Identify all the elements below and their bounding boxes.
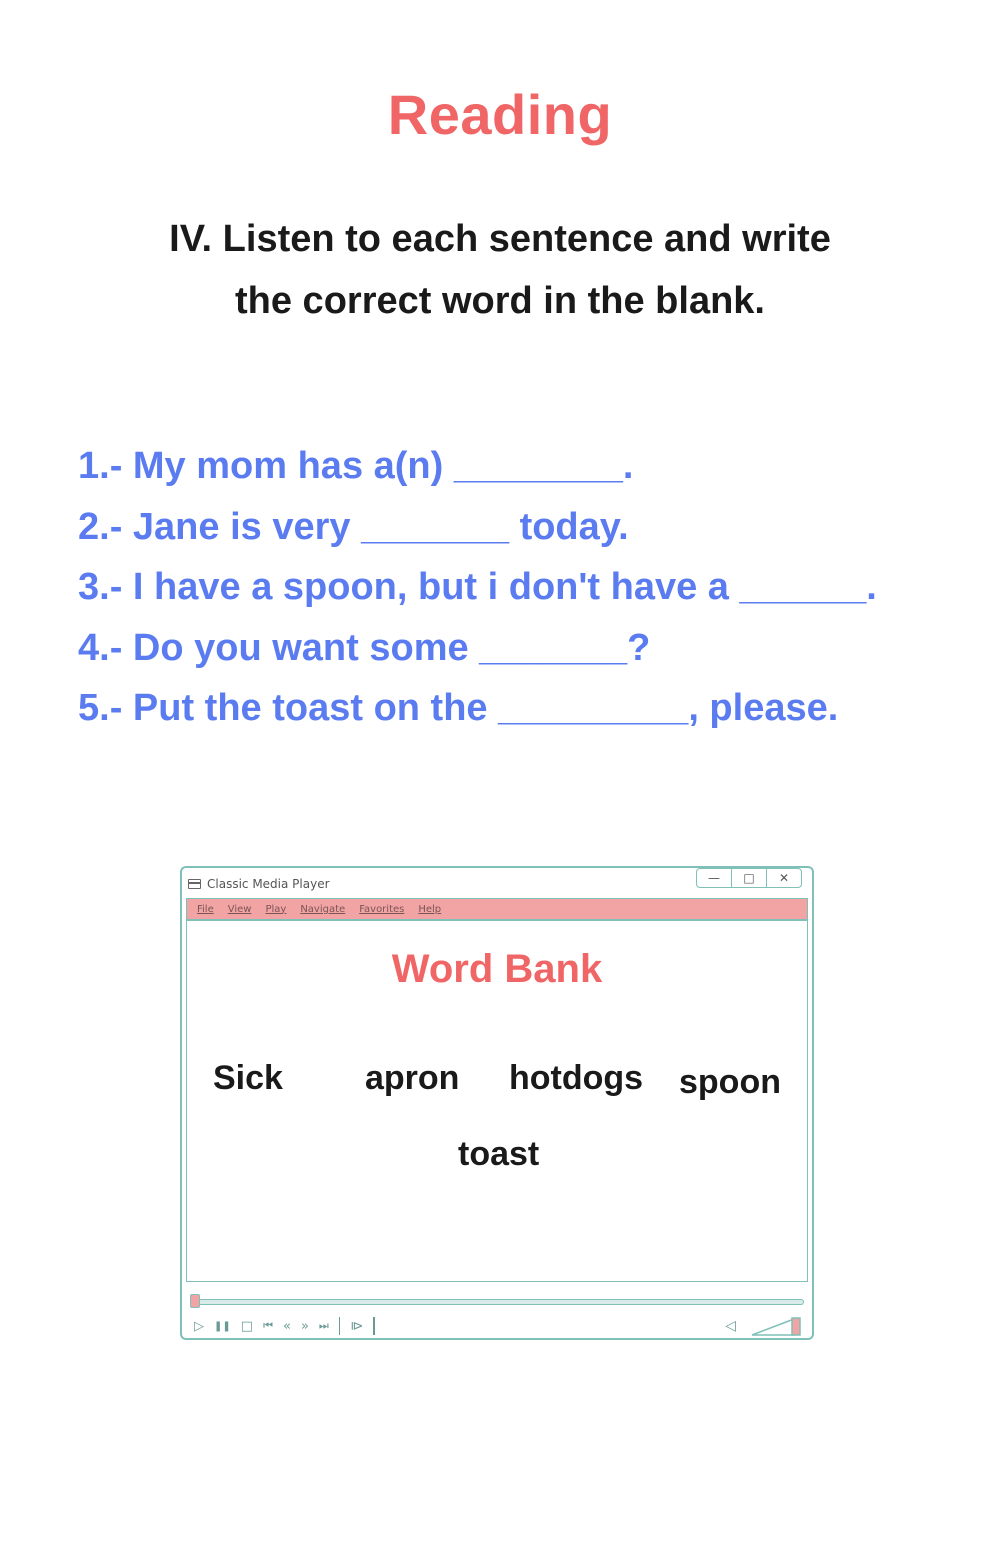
volume-slider[interactable] xyxy=(750,1315,802,1337)
menu-favorites[interactable]: Favorites xyxy=(359,903,405,915)
sentence-4: 4.- Do you want some _______? xyxy=(78,626,651,669)
skip-forward-icon[interactable]: ⏭ xyxy=(318,1319,329,1332)
step-icon[interactable]: ⧐ xyxy=(350,1318,364,1334)
word-toast: toast xyxy=(458,1135,540,1173)
play-icon[interactable]: ▷ xyxy=(194,1318,204,1334)
seek-bar[interactable] xyxy=(192,1299,804,1305)
sentence-3: 3.- I have a spoon, but i don't have a ______. xyxy=(78,566,877,608)
skip-back-icon[interactable]: ⏮ xyxy=(263,1319,273,1332)
controls-divider-2 xyxy=(373,1317,375,1335)
media-player-window xyxy=(180,866,814,1340)
sentence-5: 5.- Put the toast on the _________, please. xyxy=(78,687,839,729)
maximize-button[interactable]: □ xyxy=(731,869,766,887)
volume-area xyxy=(725,1314,802,1338)
menu-play[interactable]: Play xyxy=(265,903,287,915)
word-sick: Sick xyxy=(213,1059,283,1097)
word-hotdogs: hotdogs xyxy=(509,1059,644,1097)
stop-icon[interactable]: □ xyxy=(240,1318,254,1334)
close-button[interactable]: ✕ xyxy=(766,869,801,887)
word-bank-screen xyxy=(186,920,808,1282)
menu-file[interactable]: File xyxy=(197,903,214,915)
controls-divider xyxy=(339,1317,341,1335)
player-title: Classic Media Player xyxy=(207,877,330,891)
playback-controls xyxy=(194,1314,375,1338)
word-apron: apron xyxy=(365,1059,460,1097)
sentence-1: 1.- My mom has a(n) ________. xyxy=(78,445,634,487)
word-bank-title: Word Bank xyxy=(391,947,603,991)
window-buttons xyxy=(696,868,802,888)
menu-navigate[interactable]: Navigate xyxy=(300,903,346,915)
instructions-line-1: IV. Listen to each sentence and write xyxy=(169,218,831,260)
instructions xyxy=(100,208,900,332)
seek-thumb[interactable] xyxy=(190,1294,200,1308)
word-spoon: spoon xyxy=(679,1063,781,1101)
menu-help[interactable]: Help xyxy=(418,903,442,915)
sentence-2: 2.- Jane is very _______ today. xyxy=(78,505,629,548)
minimize-button[interactable]: — xyxy=(708,871,720,885)
fast-forward-icon[interactable]: » xyxy=(300,1318,309,1334)
media-player-icon xyxy=(188,879,201,889)
instructions-line-2: the correct word in the blank. xyxy=(235,280,765,322)
menu-view[interactable]: View xyxy=(227,903,252,915)
sentence-list xyxy=(78,436,978,739)
player-titlebar xyxy=(188,872,608,896)
rewind-icon[interactable]: « xyxy=(282,1318,291,1334)
player-menubar xyxy=(186,898,808,920)
page-title: Reading xyxy=(387,83,613,146)
speaker-icon[interactable]: ◁ xyxy=(725,1318,736,1334)
pause-icon[interactable]: ❚❚ xyxy=(214,1320,231,1332)
